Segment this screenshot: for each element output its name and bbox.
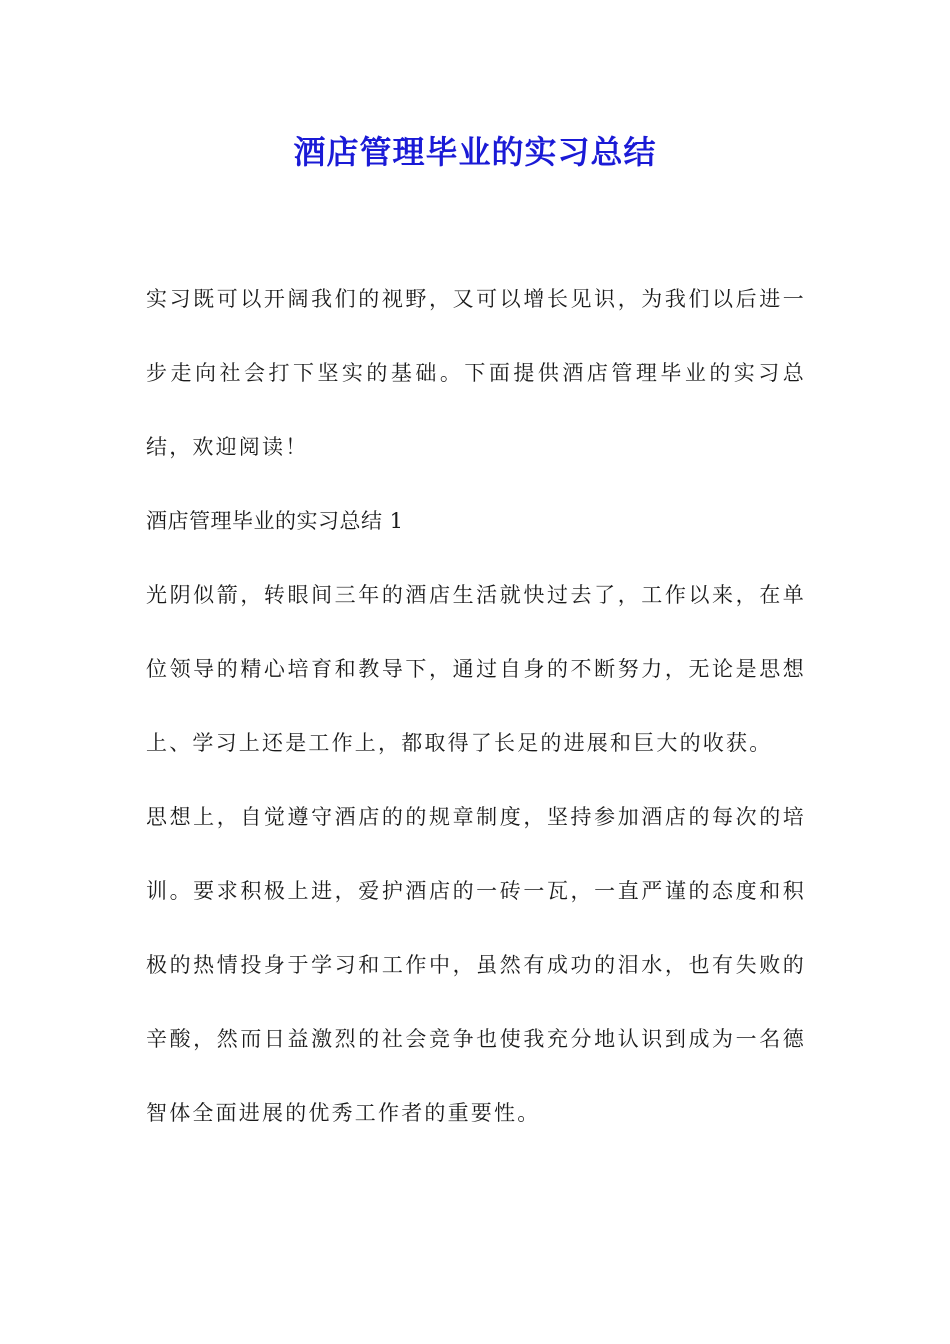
document-body: [146, 262, 806, 1150]
section-heading: 酒店管理毕业的实习总结 1: [146, 509, 404, 533]
document-title: 酒店管理毕业的实习总结: [293, 133, 657, 171]
body-paragraph: 光阴似箭，转眼间三年的酒店生活就快过去了，工作以来，在单位领导的精心培育和教导下，通过自身的不断努力，无论是思想上、学习上还是工作上，都取得了长足的进展和巨大的收获。: [146, 583, 806, 755]
intro-paragraph: 实习既可以开阔我们的视野，又可以增长见识，为我们以后进一步走向社会打下坚实的基础。下面提供酒店管理毕业的实习总结，欢迎阅读！: [146, 287, 806, 459]
body-paragraph: 思想上，自觉遵守酒店的的规章制度，坚持参加酒店的每次的培训。要求积极上进，爱护酒店的一砖一瓦，一直严谨的态度和积极的热情投身于学习和工作中，虽然有成功的泪水，也有失败的辛酸，然而日益激烈的社会竞争也使我充分地认识到成为一名德智体全面进展的优秀工作者的重要性。: [146, 805, 806, 1125]
